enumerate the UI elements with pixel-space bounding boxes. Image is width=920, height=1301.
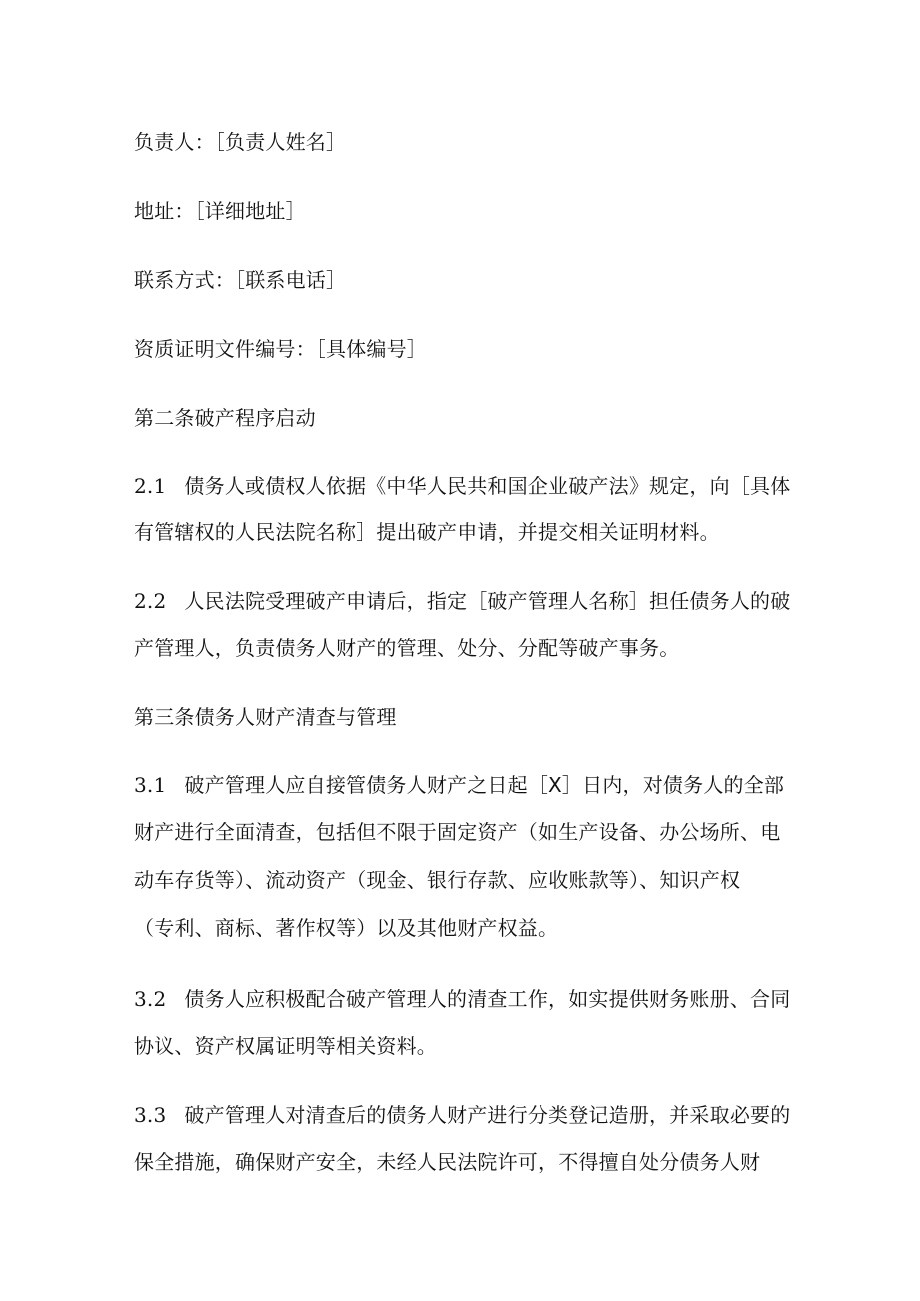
paragraph-text: 债务人或债权人依据《中华人民共和国企业破产法》规定，向［具体 [184,474,791,498]
certificate-number-line: 资质证明文件编号：［具体编号］ [134,337,427,361]
paragraph-3-2-line-2: 协议、资产权属证明等相关资料。 [134,1034,437,1058]
contact-line: 联系方式：［联系电话］ [134,268,347,292]
paragraph-text: 破产管理人对清查后的债务人财产进行分类登记造册，并采取必要的 [184,1103,791,1127]
paragraph-text: 破产管理人应自接管债务人财产之日起［X］日内，对债务人的全部 [184,773,785,797]
paragraph-text: 债务人应积极配合破产管理人的清查工作，如实提供财务账册、合同 [184,987,791,1011]
paragraph-number: 3.2 [134,987,167,1011]
responsible-person-line: 负责人：［负责人姓名］ [134,130,347,154]
address-line: 地址：［详细地址］ [134,199,306,223]
paragraph-3-1-line-3: 动车存货等）、流动资产（现金、银行存款、应收账款等）、知识产权 [134,868,741,892]
paragraph-3-1-line-4: （专利、商标、著作权等）以及其他财产权益。 [134,916,559,940]
paragraph-2-2-line-2: 产管理人，负责债务人财产的管理、处分、分配等破产事务。 [134,636,680,660]
paragraph-number: 2.2 [134,589,167,613]
article-2-heading: 第二条破产程序启动 [134,406,316,430]
paragraph-number: 2.1 [134,474,167,498]
paragraph-3-2-line-1 [134,987,794,1011]
paragraph-text: 人民法院受理破产申请后，指定［破产管理人名称］担任债务人的破 [184,589,791,613]
paragraph-number: 3.1 [134,773,167,797]
paragraph-3-3-line-1 [134,1103,794,1127]
paragraph-3-1-line-1 [134,773,794,797]
paragraph-number: 3.3 [134,1103,167,1127]
article-3-heading: 第三条债务人财产清查与管理 [134,705,397,729]
paragraph-3-3-line-2: 保全措施，确保财产安全，未经人民法院许可，不得擅自处分债务人财 [134,1150,761,1174]
paragraph-2-1-line-1 [134,474,794,498]
paragraph-2-2-line-1 [134,589,794,613]
paragraph-3-1-line-2: 财产进行全面清查，包括但不限于固定资产（如生产设备、办公场所、电 [134,820,781,844]
paragraph-2-1-line-2: 有管辖权的人民法院名称］提出破产申请，并提交相关证明材料。 [134,520,720,544]
